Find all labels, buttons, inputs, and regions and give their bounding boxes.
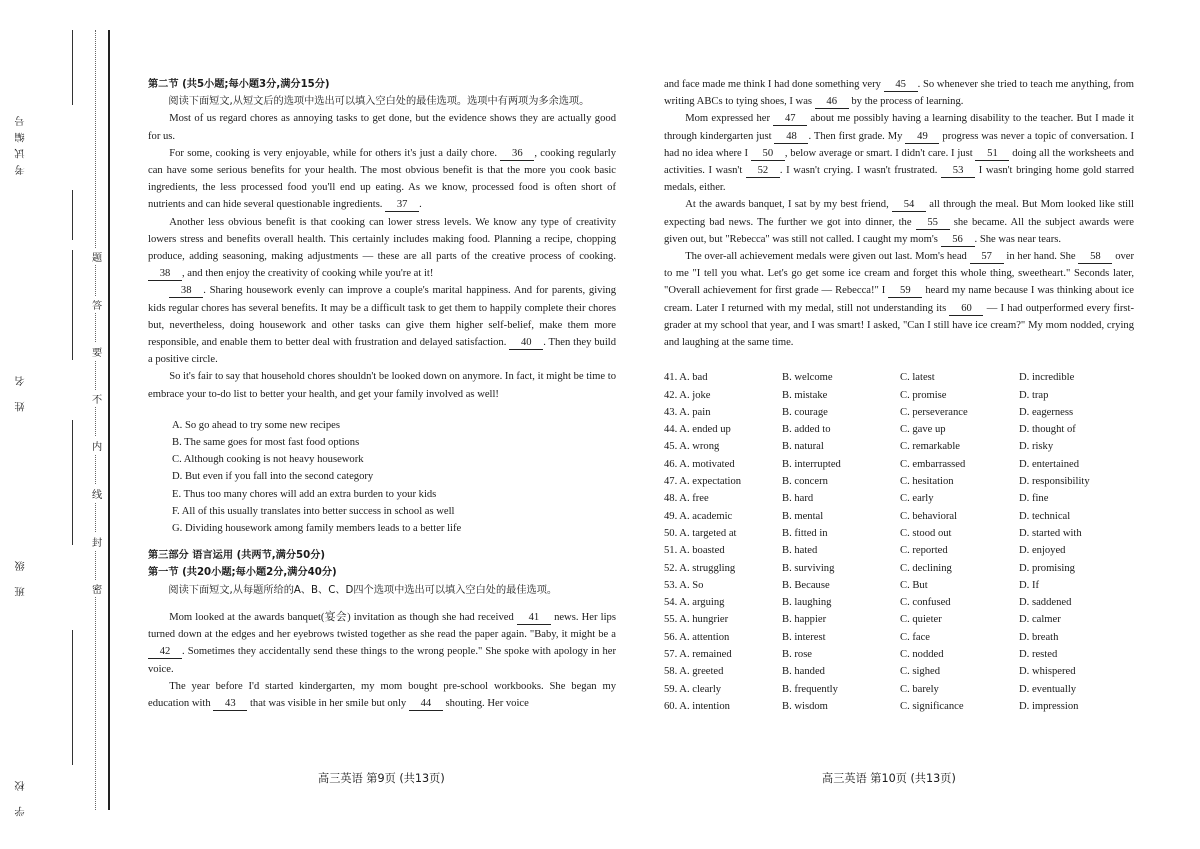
choice-option: B. interest <box>782 631 826 643</box>
choice-option: 60. A. intention <box>664 700 730 712</box>
choice-option: 57. A. remained <box>664 649 732 661</box>
choice-option: 45. A. wrong <box>664 441 720 453</box>
choice-option: 58. A. greeted <box>664 666 724 678</box>
blank-58: 58 <box>1078 251 1112 264</box>
name-line <box>72 250 73 360</box>
blank-48: 48 <box>774 131 808 144</box>
choice-option: D. saddened <box>1019 597 1072 609</box>
choice-option: C. gave up <box>900 424 946 436</box>
exam-id-line <box>72 30 73 105</box>
choice-option: D. entertained <box>1019 458 1080 470</box>
choice-option: B. welcome <box>782 372 833 384</box>
choice-option: D. calmer <box>1019 614 1061 626</box>
right-page-footer: 高三英语 第10页 (共13页) <box>822 772 956 785</box>
choice-row <box>664 560 1134 577</box>
dotted-seal-line <box>95 30 96 810</box>
choice-option: C. quieter <box>900 614 942 626</box>
choice-option: 50. A. targeted at <box>664 527 737 539</box>
school-field <box>14 775 64 817</box>
choice-option: D. whispered <box>1019 666 1076 678</box>
seal-char: 内 <box>92 437 102 454</box>
option-item: B. The same goes for most fast food options <box>172 437 360 449</box>
text-run: and face made me think I had done something very <box>664 79 881 90</box>
text-run: about me possibly having a learning disability to the teacher. But I made it through kindergarten just <box>664 113 1134 142</box>
choice-option: 44. A. ended up <box>664 424 731 436</box>
passage-paragraph: So it's fair to say that household chores shouldn't be looked down on anymore. In fact, it might be time to embrace your to-do list to better your health, and get your family involved as well! <box>148 371 616 400</box>
text-run: . <box>419 199 422 211</box>
section1-instruction: 阅读下面短文,从每题所给的A、B、C、D四个选项中选出可以填入空白处的最佳选项。 <box>168 584 558 596</box>
choice-option: C. But <box>900 579 928 591</box>
text-run: . So whenever she tried to teach me anything, from writing ABCs to tying shoes, I was <box>664 79 1134 108</box>
choice-option: B. surviving <box>782 562 835 574</box>
exam-id-label: 考试编号 <box>16 110 27 175</box>
exam-id-underline <box>72 190 73 240</box>
choice-option: B. mental <box>782 510 824 522</box>
choice-option: D. impression <box>1019 700 1079 712</box>
choice-option: 43. A. pain <box>664 406 711 418</box>
choice-option: D. thought of <box>1019 424 1076 436</box>
choice-option: D. fine <box>1019 493 1049 505</box>
choice-option: D. incredible <box>1019 372 1075 384</box>
choice-row <box>664 490 1134 507</box>
choice-row <box>664 681 1134 698</box>
choice-option: B. Because <box>782 579 830 591</box>
seal-char: 密 <box>92 580 102 597</box>
choice-row <box>664 456 1134 473</box>
choice-option: B. concern <box>782 476 828 488</box>
blank-46: 46 <box>815 96 849 109</box>
left-page-footer: 高三英语 第9页 (共13页) <box>318 772 445 785</box>
passage-paragraph <box>664 110 1134 196</box>
choice-option: B. frequently <box>782 683 838 695</box>
option-item: F. All of this usually translates into better success in school as well <box>172 505 455 517</box>
blank-52: 52 <box>746 165 780 178</box>
option-item: G. Dividing housework among family members leads to a better life <box>172 523 462 535</box>
blank-44: 44 <box>409 698 443 711</box>
choice-row <box>664 611 1134 628</box>
choice-option: D. risky <box>1019 441 1054 453</box>
choice-row <box>664 663 1134 680</box>
blank-47: 47 <box>773 113 807 126</box>
choice-row <box>664 646 1134 663</box>
passage-paragraph: Most of us regard chores as annoying tasks to get done, but the evidence shows they are actually good for us. <box>148 113 616 142</box>
choice-row <box>664 508 1134 525</box>
option-item: E. Thus too many chores will add an extra burden to your kids <box>172 488 437 500</box>
option-item: C. Although cooking is not heavy housework <box>172 454 364 466</box>
text-run: The year before I'd started kindergarten, my mom bought pre-school workbooks. She began my education with <box>148 680 616 709</box>
choice-option: 52. A. struggling <box>664 562 736 574</box>
solid-seal-line <box>108 30 110 810</box>
blank-56: 56 <box>941 234 975 247</box>
choice-option: D. trap <box>1019 389 1049 401</box>
choice-option: C. latest <box>900 372 935 384</box>
seal-char: 要 <box>92 343 102 360</box>
choice-option: C. barely <box>900 683 939 695</box>
text-run: Mom expressed her <box>685 113 770 125</box>
choice-option: D. eagerness <box>1019 406 1074 418</box>
choice-option: C. hesitation <box>900 476 954 488</box>
choice-row <box>664 698 1134 715</box>
choice-option: C. early <box>900 493 934 505</box>
choice-option: 49. A. academic <box>664 510 733 522</box>
choice-option: 55. A. hungrier <box>664 614 729 626</box>
choice-option: D. responsibility <box>1019 476 1090 488</box>
choice-option: 53. A. So <box>664 579 704 591</box>
blank-45: 45 <box>884 79 918 92</box>
blank-57: 57 <box>970 251 1004 264</box>
choice-option: D. rested <box>1019 649 1058 661</box>
choice-option: C. declining <box>900 562 952 574</box>
choice-option: 59. A. clearly <box>664 683 722 695</box>
text-run: by the process of learning. <box>851 96 964 108</box>
blank-49: 49 <box>905 131 939 144</box>
choice-option: D. promising <box>1019 562 1075 574</box>
blank-54: 54 <box>892 199 926 212</box>
blank-42: 42 <box>148 646 182 659</box>
choice-option: 41. A. bad <box>664 372 708 384</box>
choice-option: B. courage <box>782 406 828 418</box>
choice-row <box>664 387 1134 404</box>
text-run: all through the meal. But Mom looked like still expecting bad news. The further we got into dinner, the <box>664 199 1134 228</box>
blank-55: 55 <box>916 217 950 230</box>
choice-option: 56. A. attention <box>664 631 730 643</box>
choice-option: C. nodded <box>900 649 944 661</box>
choice-option: C. behavioral <box>900 510 958 522</box>
blank-36: 36 <box>500 148 534 161</box>
seal-char: 封 <box>92 533 102 550</box>
choice-option: B. rose <box>782 649 813 661</box>
seal-char: 题 <box>92 248 102 265</box>
right-page <box>664 76 1134 715</box>
text-run: Another less obvious benefit is that cooking can lower stress levels. We know any type of creativity lowers stress and benefits overall health. This certainly includes making food. Planning a recipe, chopping produce, adding seasoning, making adjustments — these are all parts of the creative process of cooking. <box>148 216 616 263</box>
text-run: . She was near tears. <box>974 233 1062 245</box>
passage-paragraph <box>148 678 616 712</box>
choice-row <box>664 438 1134 455</box>
choice-option: C. embarrassed <box>900 458 966 470</box>
option-item: D. But even if you fall into the second category <box>172 471 374 483</box>
blank-43: 43 <box>213 698 247 711</box>
choice-option: D. If <box>1019 579 1040 591</box>
text-run: over to me "I tell you what. Let's go get some ice cream and forget this whole thing, sweetheart." Seconds later, "Overall achievement for first grade — Rebecca!" I <box>664 251 1135 297</box>
text-run: heard my name because I was thinking about ice cream. Later I returned with my medal, still not understanding its <box>664 285 1134 314</box>
choice-option: 46. A. motivated <box>664 458 735 470</box>
binding-margin <box>0 0 122 849</box>
passage-paragraph <box>148 609 616 678</box>
choice-row <box>664 577 1134 594</box>
choice-option: 42. A. joke <box>664 389 711 401</box>
choice-option: C. reported <box>900 545 948 557</box>
text-run: . Then first grade. My <box>808 130 903 142</box>
choice-option: B. laughing <box>782 597 832 609</box>
choice-option: D. eventually <box>1019 683 1077 695</box>
text-run: Mom looked at the awards banquet(宴会) invitation as though she had received <box>169 611 514 623</box>
text-run: I wasn't bringing home gold starred medals, either. <box>664 165 1135 194</box>
choice-option: B. happier <box>782 614 827 626</box>
text-run: . Sometimes they accidentally send these things to the wrong people." She spoke with apology in her voice. <box>148 646 616 675</box>
choice-option: B. fitted in <box>782 527 828 539</box>
blank-37: 37 <box>385 199 419 212</box>
blank-40: 40 <box>509 337 543 350</box>
choice-option: C. remarkable <box>900 441 961 453</box>
choice-option: B. handed <box>782 666 825 678</box>
choice-option: D. technical <box>1019 510 1071 522</box>
text-run: . Sharing housework evenly can improve a couple's marital happiness. And for parents, giving kids regular chores has several benefits. It may be a difficult task to get them to happily complete their chores but, nevertheless, doing housework and other tasks can give them higher self-belief, make them more responsible, and enable them to better deal with frustration and delayed satisfaction. <box>148 285 616 349</box>
class-line <box>72 420 73 545</box>
text-run: — I had outperformed every first-grader at my school that year, and I was smart! I asked, "Can I still have ice cream?" My mom nodded, crying and laughing at the same time. <box>664 302 1135 349</box>
choice-option: B. natural <box>782 441 824 453</box>
left-page <box>148 76 616 712</box>
passage-paragraph <box>148 282 616 368</box>
choice-option: 47. A. expectation <box>664 476 742 488</box>
text-run: progress was never a topic of conversation. I had no idea where I <box>664 130 1135 159</box>
blank-53: 53 <box>941 165 975 178</box>
choice-option: 54. A. arguing <box>664 597 725 609</box>
choice-row <box>664 629 1134 646</box>
choice-option: D. started with <box>1019 527 1082 539</box>
section1-header: 第一节 (共20小题;每小题2分,满分40分) <box>148 567 337 579</box>
blank-39: 38 <box>169 285 203 298</box>
choice-option: C. stood out <box>900 527 952 539</box>
class-label: 班 级 <box>16 555 27 597</box>
choices-table <box>664 369 1134 715</box>
text-run: that was visible in her smile but only <box>249 697 407 709</box>
part3-header: 第三部分 语言运用 (共两节,满分50分) <box>148 550 326 562</box>
choice-row <box>664 421 1134 438</box>
choice-option: C. significance <box>900 700 964 712</box>
passage-paragraph <box>664 196 1134 248</box>
blank-41: 41 <box>517 612 551 625</box>
text-run: news. Her lips turned down at the edges and her eyebrows twisted together as she read the paper again. "Baby, it might be a <box>148 611 616 641</box>
choice-row <box>664 473 1134 490</box>
text-run: For some, cooking is very enjoyable, while for others it's just a daily chore. <box>169 147 497 159</box>
choice-option: C. promise <box>900 389 947 401</box>
blank-51: 51 <box>975 148 1009 161</box>
text-run: , and then enjoy the creativity of cooking while you're at it! <box>182 268 434 280</box>
choice-row <box>664 542 1134 559</box>
text-run: , below average or smart. I didn't care. I just <box>784 147 973 159</box>
school-label: 学 校 <box>16 775 27 817</box>
choice-option: 48. A. free <box>664 493 709 505</box>
text-run: At the awards banquet, I sat by my best friend, <box>685 199 889 211</box>
choice-option: B. added to <box>782 424 831 436</box>
choice-option: D. breath <box>1019 631 1059 643</box>
seal-char: 不 <box>92 390 102 407</box>
text-run: , cooking regularly can have some serious benefits for your health. The most obvious benefit is that the more you cook basic ingredients, the less processed food you'll end up eating. As we know, processed food is often short of nutrients and can hide several questionable ingredients. <box>148 147 616 211</box>
passage-paragraph <box>664 76 1134 110</box>
passage-paragraph <box>148 214 616 283</box>
choice-option: B. mistake <box>782 389 828 401</box>
class-field <box>14 555 64 597</box>
choice-option: B. wisdom <box>782 700 828 712</box>
blank-60: 60 <box>949 303 983 316</box>
text-run: doing all the worksheets and activities. I wasn't <box>664 147 1134 177</box>
exam-id-field <box>14 110 64 175</box>
text-run: shouting. Her voice <box>445 697 529 709</box>
choice-option: C. face <box>900 631 930 643</box>
options-list <box>172 417 616 537</box>
choice-option: B. hated <box>782 545 818 557</box>
blank-38: 38 <box>148 268 182 281</box>
option-item: A. So go ahead to try some new recipes <box>172 419 340 431</box>
blank-59: 59 <box>888 285 922 298</box>
text-run: . Then they build a positive circle. <box>148 337 617 366</box>
name-label: 姓 名 <box>16 370 27 412</box>
passage-paragraph <box>148 145 616 214</box>
text-run: The over-all achievement medals were given out last. Mom's head <box>685 251 967 263</box>
seal-char: 线 <box>92 485 102 502</box>
choice-option: B. interrupted <box>782 458 841 470</box>
choice-option: B. hard <box>782 493 814 505</box>
choice-row <box>664 594 1134 611</box>
choice-option: 51. A. boasted <box>664 545 725 557</box>
passage-paragraph <box>664 248 1134 351</box>
seal-char: 答 <box>92 296 102 313</box>
choice-option: C. perseverance <box>900 406 968 418</box>
blank-50: 50 <box>751 148 785 161</box>
text-run: in her hand. She <box>1006 251 1076 263</box>
choice-option: C. sighed <box>900 666 941 678</box>
section2-instruction: 阅读下面短文,从短文后的选项中选出可以填入空白处的最佳选项。选项中有两项为多余选项。 <box>168 96 590 108</box>
section2-header: 第二节 (共5小题;每小题3分,满分15分) <box>148 79 330 90</box>
text-run: she became. All the subject awards were given out, but "Rebecca" was still not called. I caught my mom's <box>664 216 1134 245</box>
choice-row <box>664 369 1134 386</box>
choice-row <box>664 525 1134 542</box>
choice-row <box>664 404 1134 421</box>
name-field <box>14 370 64 412</box>
choice-option: C. confused <box>900 597 951 609</box>
school-line <box>72 630 73 765</box>
text-run: . I wasn't crying. I wasn't frustrated. <box>779 165 938 177</box>
choice-option: D. enjoyed <box>1019 545 1066 557</box>
